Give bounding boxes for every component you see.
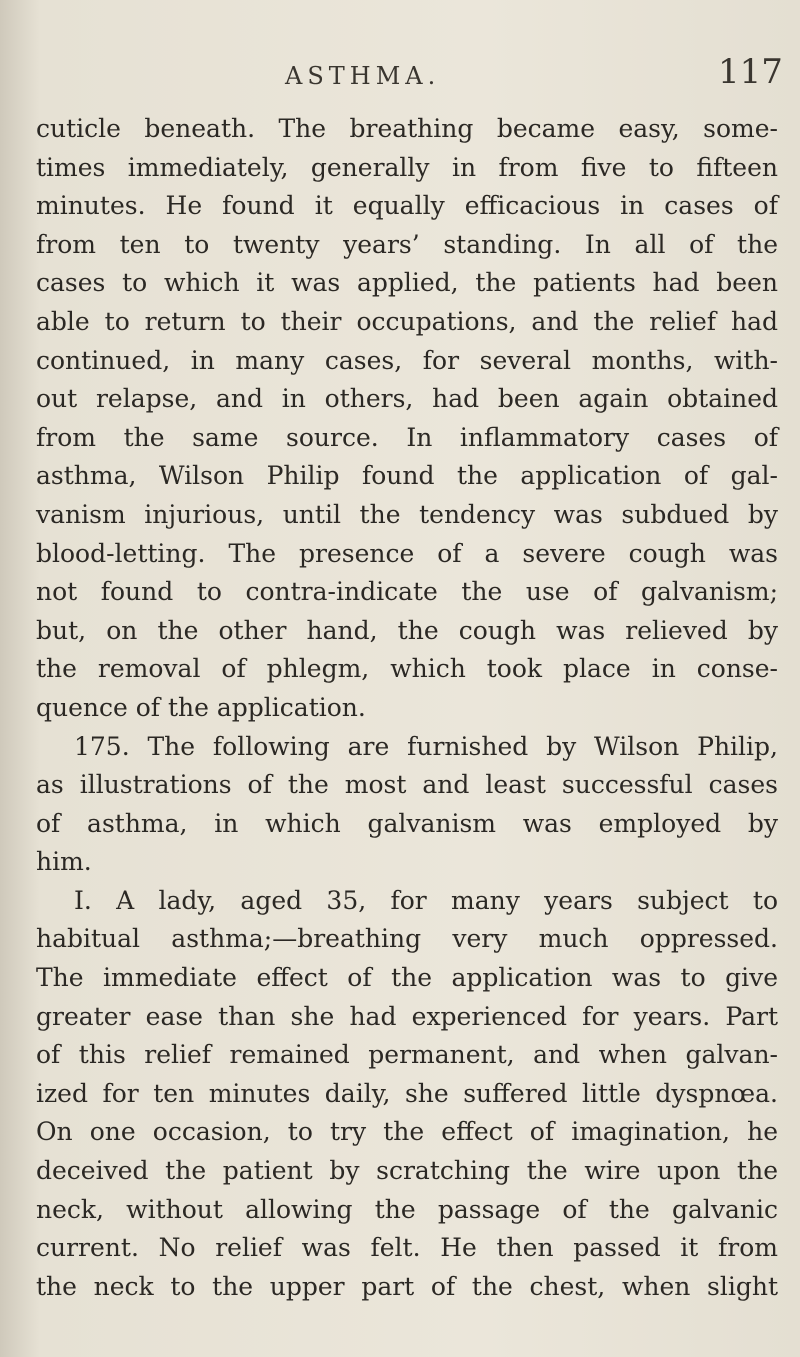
- text-line: able to return to their occupations, and the relief had: [36, 306, 778, 336]
- paragraph-end-line: him.: [36, 847, 92, 877]
- page-header: [0, 52, 800, 98]
- text-line: cuticle beneath. The breathing became easy, some-: [36, 114, 778, 143]
- text-line: neck, without allowing the passage of the galvanic: [36, 1194, 778, 1224]
- text-line: ized for ten minutes daily, she suffered little dyspnœa.: [36, 1078, 778, 1108]
- text-line: asthma, Wilson Philip found the application of gal-: [36, 461, 778, 491]
- text-line: of this relief remained permanent, and when galvan-: [36, 1040, 778, 1070]
- paragraph-start-line: I. A lady, aged 35, for many years subject to: [74, 885, 778, 915]
- text-line: deceived the patient by scratching the wire upon the: [36, 1156, 778, 1186]
- text-line: cases to which it was applied, the patients had been: [36, 268, 778, 298]
- paragraph-start-line: 175. The following are furnished by Wilson Philip,: [74, 731, 778, 761]
- text-line: from the same source. In inflammatory cases of: [36, 422, 778, 452]
- text-line: but, on the other hand, the cough was relieved by: [36, 615, 778, 645]
- text-line: out relapse, and in others, had been again obtained: [36, 384, 778, 414]
- text-line: blood-letting. The presence of a severe cough was: [36, 538, 778, 568]
- body-text: [36, 110, 778, 1306]
- text-line: times immediately, generally in from five to fifteen: [36, 152, 778, 182]
- running-head: ASTHMA.: [285, 62, 441, 90]
- text-line: not found to contra-indicate the use of galvanism;: [36, 577, 778, 607]
- text-line: greater ease than she had experienced for years. Part: [36, 1001, 778, 1031]
- text-line: vanism injurious, until the tendency was subdued by: [36, 499, 778, 529]
- page-number: 117: [718, 52, 783, 92]
- text-line: current. No relief was felt. He then passed it from: [36, 1233, 778, 1263]
- text-line: On one occasion, to try the effect of imagination, he: [36, 1117, 778, 1147]
- paragraph-end-line: quence of the application.: [36, 692, 366, 722]
- text-line: habitual asthma;—breathing very much oppressed.: [36, 924, 778, 954]
- text-line: The immediate effect of the application was to give: [36, 963, 778, 993]
- text-line: the removal of phlegm, which took place in conse-: [36, 654, 778, 684]
- text-line: minutes. He found it equally efficacious in cases of: [36, 191, 778, 221]
- text-line: from ten to twenty years’ standing. In all of the: [36, 229, 778, 259]
- text-line: continued, in many cases, for several months, with-: [36, 345, 778, 375]
- text-line: as illustrations of the most and least successful cases: [36, 770, 778, 800]
- text-line: of asthma, in which galvanism was employed by: [36, 808, 778, 838]
- text-line: the neck to the upper part of the chest, when slight: [36, 1271, 778, 1301]
